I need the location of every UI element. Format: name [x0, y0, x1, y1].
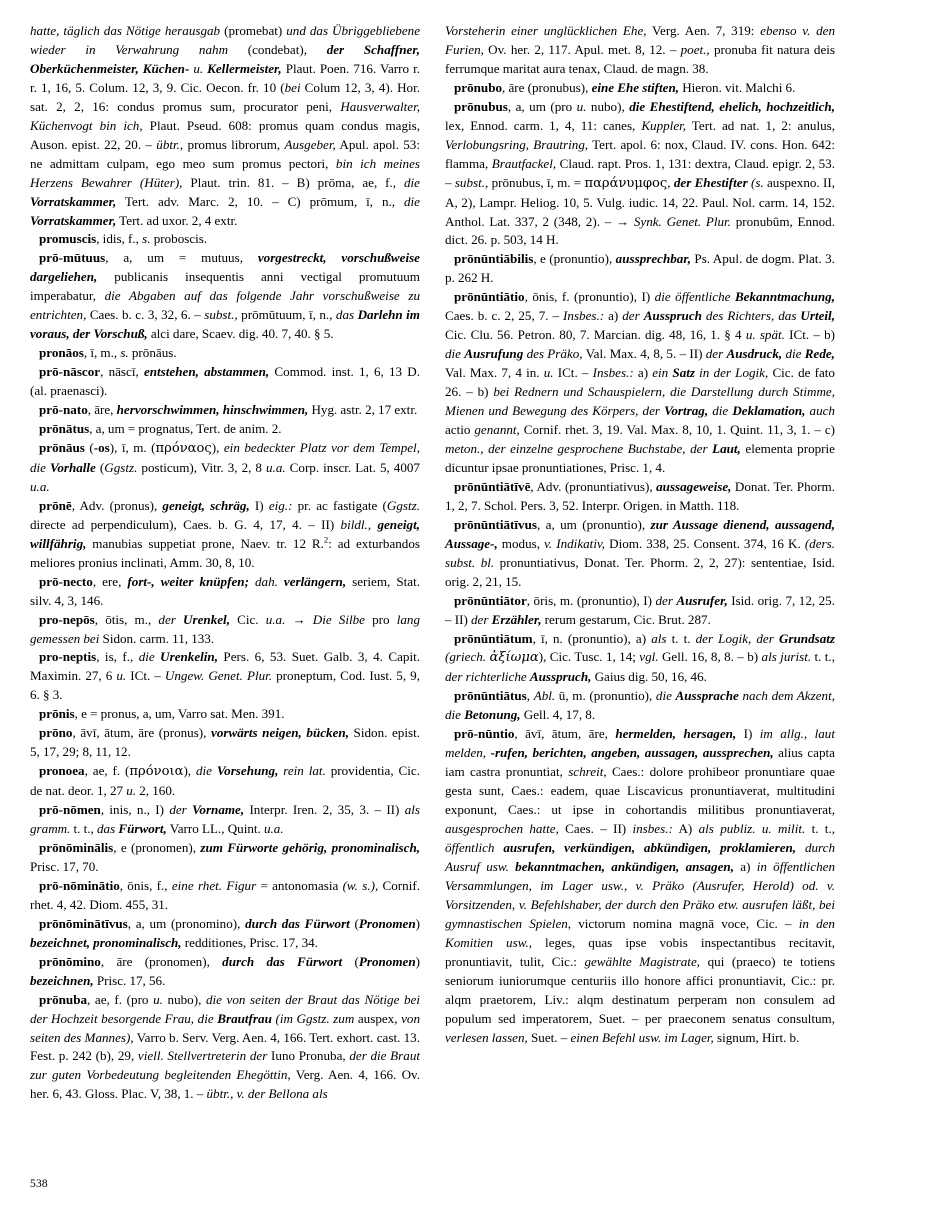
- dictionary-entry: prōnūntiābilis, e (pronuntio), aussprechbar, Ps. Apul. de dogm. Plat. 3. p. 262 H.: [445, 251, 835, 286]
- dictionary-entry: prōnubo, āre (pronubus), eine Ehe stiften, Hieron. vit. Malchi 6.: [454, 79, 796, 95]
- dictionary-entry: prō-nūntio, āvī, ātum, āre, hermelden, hersagen, I) im allg., laut melden, -rufen, berichten, angeben, aussagen, aussprechen, alius capta iam castra pronuntiat, schreit, Caes.: dolore prohibeor pronuntiare quae gesta sunt, Caes.: eadem, quae Liscavicus pronuntiaverat, multitudini exponunt, Caes.: ut ipse in cohortandis militibus pronuntiaverat, ausgesprochen hatte, Caes. – II) insbes.: A) als publiz. u. milit. t. t., öffentlich ausrufen, verkündigen, abkündigen, proklamieren, durch Ausruf usw. bekanntmachen, ankündigen, ansagen, a) in öffentlichen Versammlungen, im Lager usw., v. Präko (Ausrufer, Herold) od. v. Vorsitzenden, v. Befehlshaber, der durch den Präko etw. ausrufen läßt, bei gymnastischen Spielen, victorum nomina magnā voce, Cic. – in den Komitien usw., leges, quas ipse vobis inspectantibus recitavit, pronuntiavit, tulit, Cic.: gewählte Magistrate, qui (praeco) te totiens seniorum iuniorumque centuriis illo honore affici pronuntiavit, Cic.: pr. alqm praetorem, Liv.: alqm destinatum perperam non consulem ad populum sed imperatorem, Suet. – per praeconem senatus consultum, verlesen lassen, Suet. – einen Befehl usw. im Lager, signum, Hirt. b.: [445, 726, 836, 1045]
- dictionary-entry: prōnūntiātio, ōnis, f. (pronuntio), I) die öffentliche Bekanntmachung, Caes. b. c. 2, 25, 7. – Insbes.: a) der Ausspruch des Richters, das Urteil, Cic. Clu. 56. Petron. 80, 7. Marcian. dig. 48, 16, 1. § 4 u. spät. ICt. – b) die Ausrufung des Präko, Val. Max. 4, 8, 5. – II) der Ausdruck, die Rede, Val. Max. 7, 4 in. u. ICt. – Insbes.: a) ein Satz in der Logik, Cic. de fato 26. – b) bei Rednern und Schauspielern, die Darstellung durch Stimme, Mienen und Bewegung des Körpers, der Vortrag, die Deklamation, auch actio genannt, Cornif. rhet. 3, 19. Val. Max. 8, 10, 1. Quint. 11, 3, 1. – c) meton., der einzelne gesprochene Buchstabe, der Laut, elementa proprie dicuntur ipsae pronuntiationes, Prisc. 1, 4.: [445, 289, 835, 475]
- dictionary-entry: pro-nepōs, ōtis, m., der Urenkel, Cic. u.a. → Die Silbe pro lang gemessen bei Sidon. carm. 11, 133.: [30, 611, 421, 646]
- left-column: [30, 22, 420, 1157]
- dictionary-entry: pro-neptis, is, f., die Urenkelin, Pers. 6, 53. Suet. Galb. 3, 4. Capit. Maximin. 27, 6 u. ICt. – Ungew. Genet. Plur. proneptum, Cod. Iust. 5, 9, 6. § 3.: [30, 649, 420, 703]
- dictionary-entry: prō-nāscor, nāscī, entstehen, abstammen, Commod. inst. 1, 6, 13 D. (al. praenasci).: [30, 364, 420, 399]
- dictionary-entry: Vorsteherin einer unglücklichen Ehe, Verg. Aen. 7, 319: ebenso v. den Furien, Ov. her. 2, 117. Apul. met. 8, 12. – poet., pronuba fit natura deis ferrumque maritat aura tenax, Claud. de magn. 38.: [445, 23, 835, 76]
- dictionary-entry: prōnūntiātor, ōris, m. (pronuntio), I) der Ausrufer, Isid. orig. 7, 12, 25. – II) der Erzähler, rerum gestarum, Cic. Brut. 287.: [445, 592, 835, 627]
- dictionary-entry: prōnūntiātus, Abl. ū, m. (pronuntio), die Aussprache nach dem Akzent, die Betonung, Gell. 4, 17, 8.: [445, 688, 835, 723]
- dictionary-entry: prōnāus (-os), ī, m. (πρόναος), ein bedeckter Platz vor dem Tempel, die Vorhalle (Ggstz. posticum), Vitr. 3, 2, 8 u.a. Corp. inscr. Lat. 5, 4007 u.a.: [30, 439, 420, 494]
- dictionary-entry: prō-mūtuus, a, um = mutuus, vorgestreckt, vorschußweise dargeliehen, publicanis insequentis anni vectigal promutuum imperabatur, die Abgaben auf das folgende Jahr vorschußweise zu entrichten, Caes. b. c. 3, 32, 6. – subst., prōmūtuum, ī, n., das Darlehn im voraus, der Vorschuß, alci dare, Scaev. dig. 40. 7, 40. § 5.: [30, 250, 420, 342]
- dictionary-entry: prōnōminātīvus, a, um (pronomino), durch das Fürwort (Pronomen) bezeichnet, pronominalisch, redditiones, Prisc. 17, 34.: [30, 915, 420, 950]
- dictionary-entry: prōnis, e = pronus, a, um, Varro sat. Men. 391.: [39, 706, 285, 722]
- dictionary-entry: prōnōminālis, e (pronomen), zum Fürworte gehörig, pronominalisch, Prisc. 17, 70.: [30, 839, 420, 874]
- dictionary-entry: prōnūntiātīvē, Adv. (pronuntiativus), aussageweise, Donat. Ter. Phorm. 1, 2, 7. Schol. Pers. 3, 52. Interpr. Origen. in Matth. 118.: [445, 478, 835, 513]
- dictionary-entry: prō-nato, āre, hervorschwimmen, hinschwimmen, Hyg. astr. 2, 17 extr.: [39, 402, 418, 418]
- dictionary-entry: pronoea, ae, f. (πρόνοια), die Vorsehung, rein lat. providentia, Cic. de nat. deor. 1, 27 u. 2, 160.: [30, 763, 420, 799]
- dictionary-entry: prōnātus, a, um = prognatus, Tert. de anim. 2.: [39, 421, 282, 437]
- dictionary-entry: pronāos, ī, m., s. prōnāus.: [39, 345, 177, 361]
- dictionary-entry: prōnūntiātum, ī, n. (pronuntio), a) als t. t. der Logik, der Grundsatz (griech. ἀξίωμα), Cic. Tusc. 1, 14; vgl. Gell. 16, 8, 8. – b) als jurist. t. t., der richterliche Ausspruch, Gaius dig. 50, 16, 46.: [445, 630, 835, 685]
- two-column-text-body: [30, 22, 905, 1157]
- dictionary-entry: prōno, āvī, ātum, āre (pronus), vorwärts neigen, bücken, Sidon. epist. 5, 17, 29; 8, 11, 12.: [30, 725, 420, 760]
- page-number: 538: [30, 1178, 48, 1190]
- dictionary-entry: prōnē, Adv. (pronus), geneigt, schräg, I) eig.: pr. ac fastigate (Ggstz. directe ad perpendiculum), Caes. b. G. 4, 17, 4. – II) bildl., geneigt, willfährig, manubias suppetiat prone, Naev. tr. 12 R.$^2$: ad exturbandos meliores pronius inclinati, Amm. 30, 8, 10.: [30, 497, 420, 570]
- dictionary-entry: prōnūntiātīvus, a, um (pronuntio), zur Aussage dienend, aussagend, Aussage-, modus, v. Indikativ, Diom. 338, 25. Consent. 374, 16 K. (ders. subst. bl. pronuntiativus, Donat. Ter. Phorm. 2, 2, 27): sententiae, Isid. orig. 2, 21, 15.: [445, 516, 835, 589]
- right-column: [445, 22, 835, 1157]
- dictionary-entry: promuscis, idis, f., s. proboscis.: [39, 231, 208, 247]
- dictionary-entry: prōnuba, ae, f. (pro u. nubo), die von seiten der Braut das Nötige bei der Hochzeit besorgende Frau, die Brautfrau (im Ggstz. zum auspex, von seiten des Mannes), Varro b. Serv. Verg. Aen. 4, 166. Tert. exhort. cast. 13. Fest. p. 242 (b), 29, viell. Stellvertreterin der Iuno Pronuba, der die Braut zur guten Vorbedeutung begleitenden Ehegöttin, Verg. Aen. 4, 166. Ov. her. 6, 43. Gloss. Plac. V, 38, 1. – übtr., v. der Bellona als: [30, 991, 421, 1102]
- dictionary-entry: hatte, täglich das Nötige herausgab (promebat) und das Übriggebliebene wieder in Verwahrung nahm (condebat), der Schaffner, Oberküchenmeister, Küchen- u. Kellermeister, Plaut. Poen. 716. Varro r. r. 1, 16, 5. Colum. 12, 3, 9. Cic. Oecon. fr. 10 (bei Colum 12, 3, 4). Hor. sat. 2, 2, 16: condus promus sum, procurator peni, Hausverwalter, Küchenvogt bin ich, Plaut. Pseud. 608: promus quam condus magis, Auson. epist. 22, 20. – übtr., promus librorum, Ausgeber, Apul. apol. 53: ne admittam culpam, ego meo sum promus pectori, bin ich meines Herzens Bewahrer (Hüter), Plaut. trin. 81. – B) prōma, ae, f., die Vorratskammer, Tert. adv. Marc. 2, 10. – C) prōmum, ī, n., die Vorratskammer, Tert. ad uxor. 2, 4 extr.: [30, 23, 421, 228]
- dictionary-entry: prōnubus, a, um (pro u. nubo), die Ehestiftend, ehelich, hochzeitlich, lex, Ennod. carm. 1, 4, 11: canes, Kuppler, Tert. ad nat. 1, 2: anulus, Verlobungsring, Brautring, Tert. apol. 6: nox, Claud. IV. cons. Hon. 642: flamma, Brautfackel, Claud. rapt. Pros. 1, 131: dextra, Claud. epigr. 2, 53. – subst., prōnubus, ī, m. = παράνυμφος, der Ehestifter (s. auspexno. II, A, 2), Lampr. Heliog. 10, 5. Vulg. iudic. 14, 22. Paul. Nol. carm. 14, 152. Anthol. Lat. 337, 2 (348, 2). – → Synk. Genet. Plur. pronubûm, Ennod. dict. 26. p. 503, 14 H.: [445, 98, 836, 248]
- dictionary-entry: prō-nōminātio, ōnis, f., eine rhet. Figur = antonomasia (w. s.), Cornif. rhet. 4, 42. Diom. 455, 31.: [30, 877, 420, 912]
- dictionary-entry: prōnōmino, āre (pronomen), durch das Fürwort (Pronomen) bezeichnen, Prisc. 17, 56.: [30, 953, 420, 988]
- dictionary-entry: prō-nōmen, inis, n., I) der Vorname, Interpr. Iren. 2, 35, 3. – II) als gramm. t. t., das Fürwort, Varro LL., Quint. u.a.: [30, 802, 420, 837]
- dictionary-entry: prō-necto, ere, fort-, weiter knüpfen; dah. verlängern, seriem, Stat. silv. 4, 3, 146.: [30, 573, 420, 608]
